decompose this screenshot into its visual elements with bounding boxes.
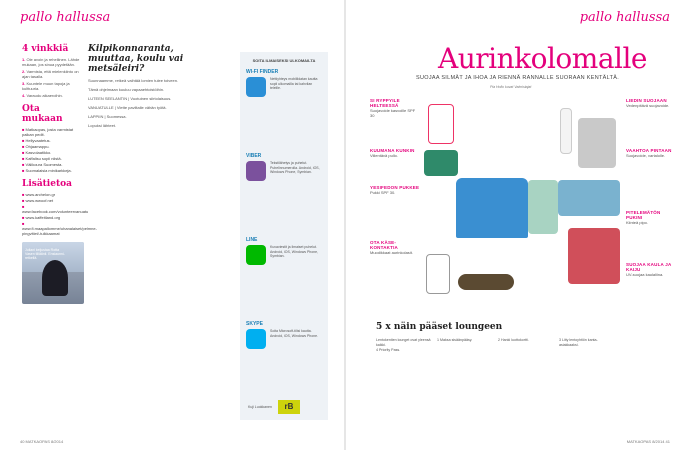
product-label: PITELEMÄTÖN PUKINI Kiinteä pipo. bbox=[626, 210, 661, 225]
spray-bottle bbox=[560, 108, 572, 154]
lisatietoa-title: Lisätietoa bbox=[22, 179, 72, 189]
lotion-bottle bbox=[528, 180, 558, 234]
list-item: ■ Kasvolaatikko. bbox=[22, 150, 80, 155]
list-item: ■ Välikoura Suomesta. bbox=[22, 162, 80, 167]
paragraph: Lopuksi lähteet. bbox=[88, 123, 117, 128]
tips-column bbox=[22, 44, 97, 304]
product-label: SUOJAA KAULA JA KAIJU UV-suojaa kaulaliina. bbox=[626, 262, 672, 277]
tips-title: 4 vinkkiä bbox=[22, 44, 69, 54]
link[interactable]: ■ www.fi.maapallomme/uhanalaiset/pelmne-pingvitiet/-tulkkaamat bbox=[22, 221, 80, 236]
paragraph: LUTEEN SEELANTIN | Vuotuinen siirtolaisuus. bbox=[88, 96, 172, 101]
list-item: ■ Suomalaisia minikarkkeja. bbox=[22, 168, 80, 173]
left-page bbox=[0, 0, 344, 450]
article-title: Aurinkolomalle bbox=[438, 42, 647, 75]
apps-sidebar bbox=[240, 52, 328, 420]
product-label: LIEDIN SUOJAAN Vedenpitävä suojavoide. bbox=[626, 98, 670, 108]
rb-logo: rB bbox=[278, 400, 300, 414]
skype-icon bbox=[246, 329, 266, 349]
wifi-icon bbox=[246, 77, 266, 97]
tip-item: 1. Ole avoin ja rehellinen. Lähde mukaan, jos sinua pyydetään. bbox=[22, 57, 80, 67]
cooling-bottle bbox=[424, 150, 458, 176]
list-item: ■ Matkaopas, josta varmistat paikan pedit. bbox=[22, 127, 80, 137]
paragraph: VANUATULLE | Viette paviltalle vähän työtä. bbox=[88, 105, 167, 110]
mukaan-title: Ota mukaan bbox=[22, 104, 63, 124]
link[interactable]: ■ www.archelon.gr bbox=[22, 192, 80, 197]
section-title: pallo hallussa bbox=[20, 10, 111, 25]
line-icon bbox=[246, 245, 266, 265]
paragraph: Tämä ohjelmaan kuuluu vapaaehtoistöihin. bbox=[88, 87, 165, 92]
sidebar-heading: SOITA ILMAISEKSI ULKOMAILTA bbox=[252, 58, 316, 63]
tip-item: 3. Kuuntele muun tapoja ja kulttuuria. bbox=[22, 81, 70, 91]
app-description: Nettiyhteys mobiilidatan kautta sopii ulkomailla tai kahvilan teleille. bbox=[270, 77, 318, 90]
article-column bbox=[88, 44, 208, 132]
app-description: Tekstilähetys ja puhelut. Puhelinnumerolla. Android, iOS, Windows Phone, Symbian. bbox=[270, 161, 320, 174]
viber-icon bbox=[246, 161, 266, 181]
cap bbox=[558, 180, 620, 216]
app-line bbox=[246, 237, 322, 317]
list-item: ■ Ohjaamappu. bbox=[22, 144, 80, 149]
tip-item: 4. Varaudu aikaeroihin. bbox=[22, 93, 63, 98]
sunscreen-bottle bbox=[578, 118, 616, 168]
lounge-item: 3 Liity lentoyhtiön kanta-asiakkaaksi. bbox=[559, 338, 598, 347]
product-label: YESIFEDON PUKKEE Pukki SPF 30. bbox=[370, 185, 420, 195]
app-wifi-finder bbox=[246, 69, 322, 149]
list-item: ■ Hellyvaatetus. bbox=[22, 138, 80, 143]
paragraph: Suunnaamme, retkeä vaihtää lomien tulee toiveen. bbox=[88, 78, 179, 83]
scarf bbox=[568, 228, 620, 284]
right-page bbox=[346, 0, 690, 450]
sunglasses bbox=[458, 274, 514, 290]
section-title: pallo hallussa bbox=[579, 10, 670, 25]
lounge-item: 2 Hanki luottokortti. bbox=[498, 338, 529, 342]
subtitle: SUOJAA SILMÄT JA IHOA JA RIENNÄ RANNALLE SUORAAN KENTÄLTÄ. bbox=[416, 75, 620, 81]
app-name: VIBER bbox=[246, 153, 262, 159]
sunscreen-tube bbox=[428, 104, 454, 144]
product-label: VAAHTOA PINTAAN Suojavoide, vartalolle. bbox=[626, 148, 672, 158]
lounge-item: 1 Maksa sisäänpääsy. bbox=[437, 338, 473, 342]
product-label: KUUMANA KUNKIN Viilentävä pullo. bbox=[370, 148, 415, 158]
app-name: LINE bbox=[246, 237, 258, 243]
product-label: SI RYPPYILE HELTEESSÄ Suojavoide kasvoille SPF 30 bbox=[370, 98, 416, 118]
app-skype bbox=[246, 321, 322, 391]
swim-shirt bbox=[456, 178, 528, 238]
byline: Pia Hollo kuvat Valmistajat bbox=[490, 85, 532, 89]
list-item: ■ Kaffalisu sopii niistä. bbox=[22, 156, 80, 161]
author-box bbox=[248, 400, 320, 414]
girl-photo bbox=[22, 242, 84, 304]
lounge-title: 5 x näin pääset loungeen bbox=[376, 322, 503, 332]
app-description: Kuvaviestit ja ilmaiset puhelut. Android, iOS, Windows Phone, Symbian. bbox=[270, 245, 319, 258]
photo-caption: Juliani keijustaa Rotta Vasen tiliäänii. Ensiaunni-retkellä. bbox=[25, 248, 65, 260]
lounge-columns bbox=[376, 338, 674, 352]
product-label: OTA KÄSE-KONTAKTIA Muodikkaat aurinkolasit. bbox=[370, 240, 413, 255]
app-viber bbox=[246, 153, 322, 233]
tip-item: 2. Varmista, että mielenkiinto on ajan tasalla. bbox=[22, 69, 79, 79]
paragraph: LAPPIIN | Suomessa. bbox=[88, 114, 127, 119]
lounge-item: Lentokentien lounget ovat yleensä kaikki. bbox=[376, 338, 431, 347]
author-name: Kuji Luokkanen bbox=[248, 404, 272, 409]
link[interactable]: ■ www.wwoof.net bbox=[22, 198, 80, 203]
article-title: Kilpikonnaranta, muuttaa, koulu vai metsäleiri? bbox=[88, 44, 184, 74]
app-description: Soita Microsoft-tilisi kautta. Android, iOS, Windows Phone. bbox=[270, 329, 319, 338]
link[interactable]: ■ www.facebook.com/volunteervanuatu bbox=[22, 204, 80, 214]
lounge-item: 4 Priority Pass. bbox=[376, 347, 401, 352]
app-name: WI-FI FINDER bbox=[246, 69, 279, 75]
app-name: SKYPE bbox=[246, 321, 263, 327]
article-body bbox=[88, 78, 208, 128]
right-folio: MATKAOPAS 8/2014 41 bbox=[626, 439, 670, 444]
left-folio: 40 MATKAOPAS 8/2014 bbox=[20, 439, 64, 444]
product-tube bbox=[426, 254, 450, 294]
link[interactable]: ■ www.kaffeitland.org bbox=[22, 215, 80, 220]
